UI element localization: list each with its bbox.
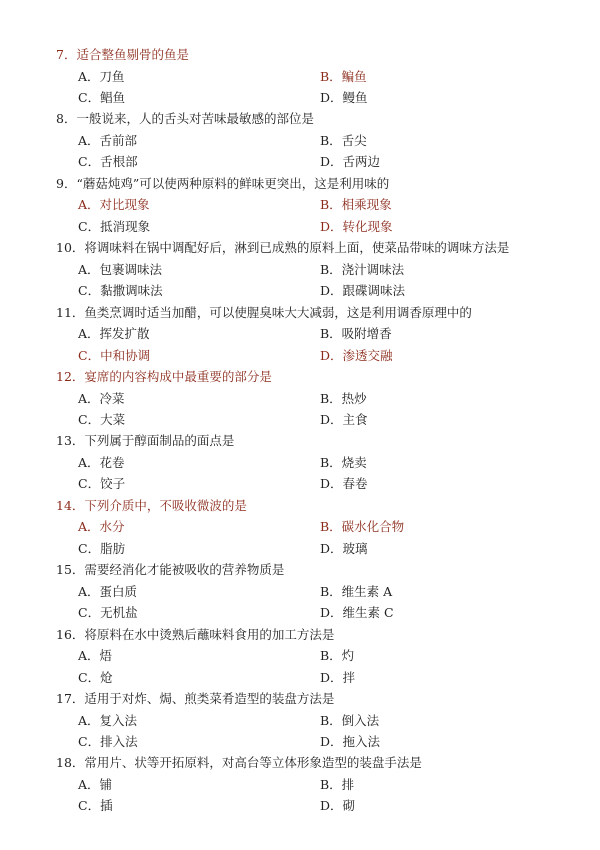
- option-c: C．脂肪: [78, 540, 126, 556]
- option-d: D．跟碟调味法: [320, 283, 406, 299]
- option-d: D．鳗鱼: [320, 90, 368, 105]
- option-c: C．黏撒调味法: [78, 283, 163, 299]
- question-stem: 10．将调味料在锅中调配好后，淋到已成熟的原料上面，使菜品带味的调味方法是: [56, 240, 510, 256]
- option-d: D．拌: [320, 669, 356, 685]
- option-d: D．砌: [320, 798, 356, 814]
- option-d: D．维生素 C: [320, 605, 394, 621]
- option-c: C．插: [78, 798, 113, 814]
- option-c: C．鲳鱼: [78, 90, 126, 105]
- question-stem: 8．一般说来，人的舌头对苦味最敏感的部位是: [56, 111, 314, 127]
- option-c: C．饺子: [78, 476, 126, 492]
- option-b: B．舌尖: [320, 132, 367, 148]
- option-a: A．蛋白质: [78, 583, 138, 599]
- option-b: B．浇汁调味法: [320, 261, 405, 277]
- option-b: B．鳊鱼: [320, 68, 367, 84]
- option-a: A．花卷: [78, 454, 125, 470]
- option-b: B．灼: [320, 648, 355, 664]
- option-b: B．烧卖: [320, 454, 367, 470]
- option-d: D．渗透交融: [320, 347, 393, 363]
- option-d: D．玻璃: [320, 540, 368, 556]
- question-stem: 11．鱼类烹调时适当加醋，可以使腥臭味大大减弱，这是利用调香原理中的: [56, 304, 472, 320]
- option-d: D．转化现象: [320, 218, 393, 234]
- option-b: B．倒入法: [320, 712, 380, 728]
- option-b: B．吸附增香: [320, 326, 392, 342]
- option-c: C．无机盐: [78, 605, 138, 621]
- option-d: D．舌两边: [320, 154, 381, 170]
- option-a: A．刀鱼: [78, 68, 125, 84]
- question-stem: 16．将原料在水中烫熟后蘸味料食用的加工方法是: [56, 626, 335, 642]
- option-a: A．复入法: [78, 712, 138, 728]
- option-a: A．对比现象: [78, 197, 150, 213]
- question-stem: 17．适用于对炸、焗、煎类菜肴造型的装盘方法是: [56, 691, 335, 706]
- option-c: C．中和协调: [78, 347, 151, 363]
- option-c: C．炝: [78, 669, 113, 685]
- option-c: C．抵消现象: [78, 218, 151, 234]
- question-stem: 12．宴席的内容构成中最重要的部分是: [56, 369, 272, 384]
- option-a: A．冷菜: [78, 390, 125, 406]
- option-d: D．拖入法: [320, 734, 381, 749]
- option-a: A．水分: [78, 519, 125, 535]
- option-c: C．排入法: [78, 734, 138, 749]
- option-b: B．碳水化合物: [320, 519, 405, 535]
- question-stem: 9．“蘑菇炖鸡”可以使两种原料的鲜味更突出，这是利用味的: [56, 175, 390, 191]
- question-stem: 15．需要经消化才能被吸收的营养物质是: [56, 562, 285, 578]
- option-b: B．相乘现象: [320, 197, 392, 213]
- option-d: D．主食: [320, 412, 368, 427]
- option-a: A．挥发扩散: [78, 326, 150, 342]
- option-a: A．焐: [78, 648, 113, 664]
- question-stem: 13．下列属于醇面制品的面点是: [56, 433, 235, 449]
- option-a: A．铺: [78, 776, 113, 792]
- question-stem: 14．下列介质中，不吸收微波的是: [56, 497, 247, 513]
- option-a: A．包裹调味法: [78, 261, 163, 277]
- option-d: D．春卷: [320, 476, 368, 492]
- question-stem: 7．适合整鱼剔骨的鱼是: [56, 47, 189, 62]
- option-b: B．热炒: [320, 390, 367, 406]
- option-b: B．排: [320, 776, 355, 792]
- option-b: B．维生素 A: [320, 583, 393, 599]
- question-stem: 18．常用片、状等开拓原料，对高台等立体形象造型的装盘手法是: [56, 755, 422, 771]
- option-c: C．舌根部: [78, 154, 138, 170]
- option-a: A．舌前部: [78, 132, 138, 148]
- option-c: C．大菜: [78, 412, 126, 427]
